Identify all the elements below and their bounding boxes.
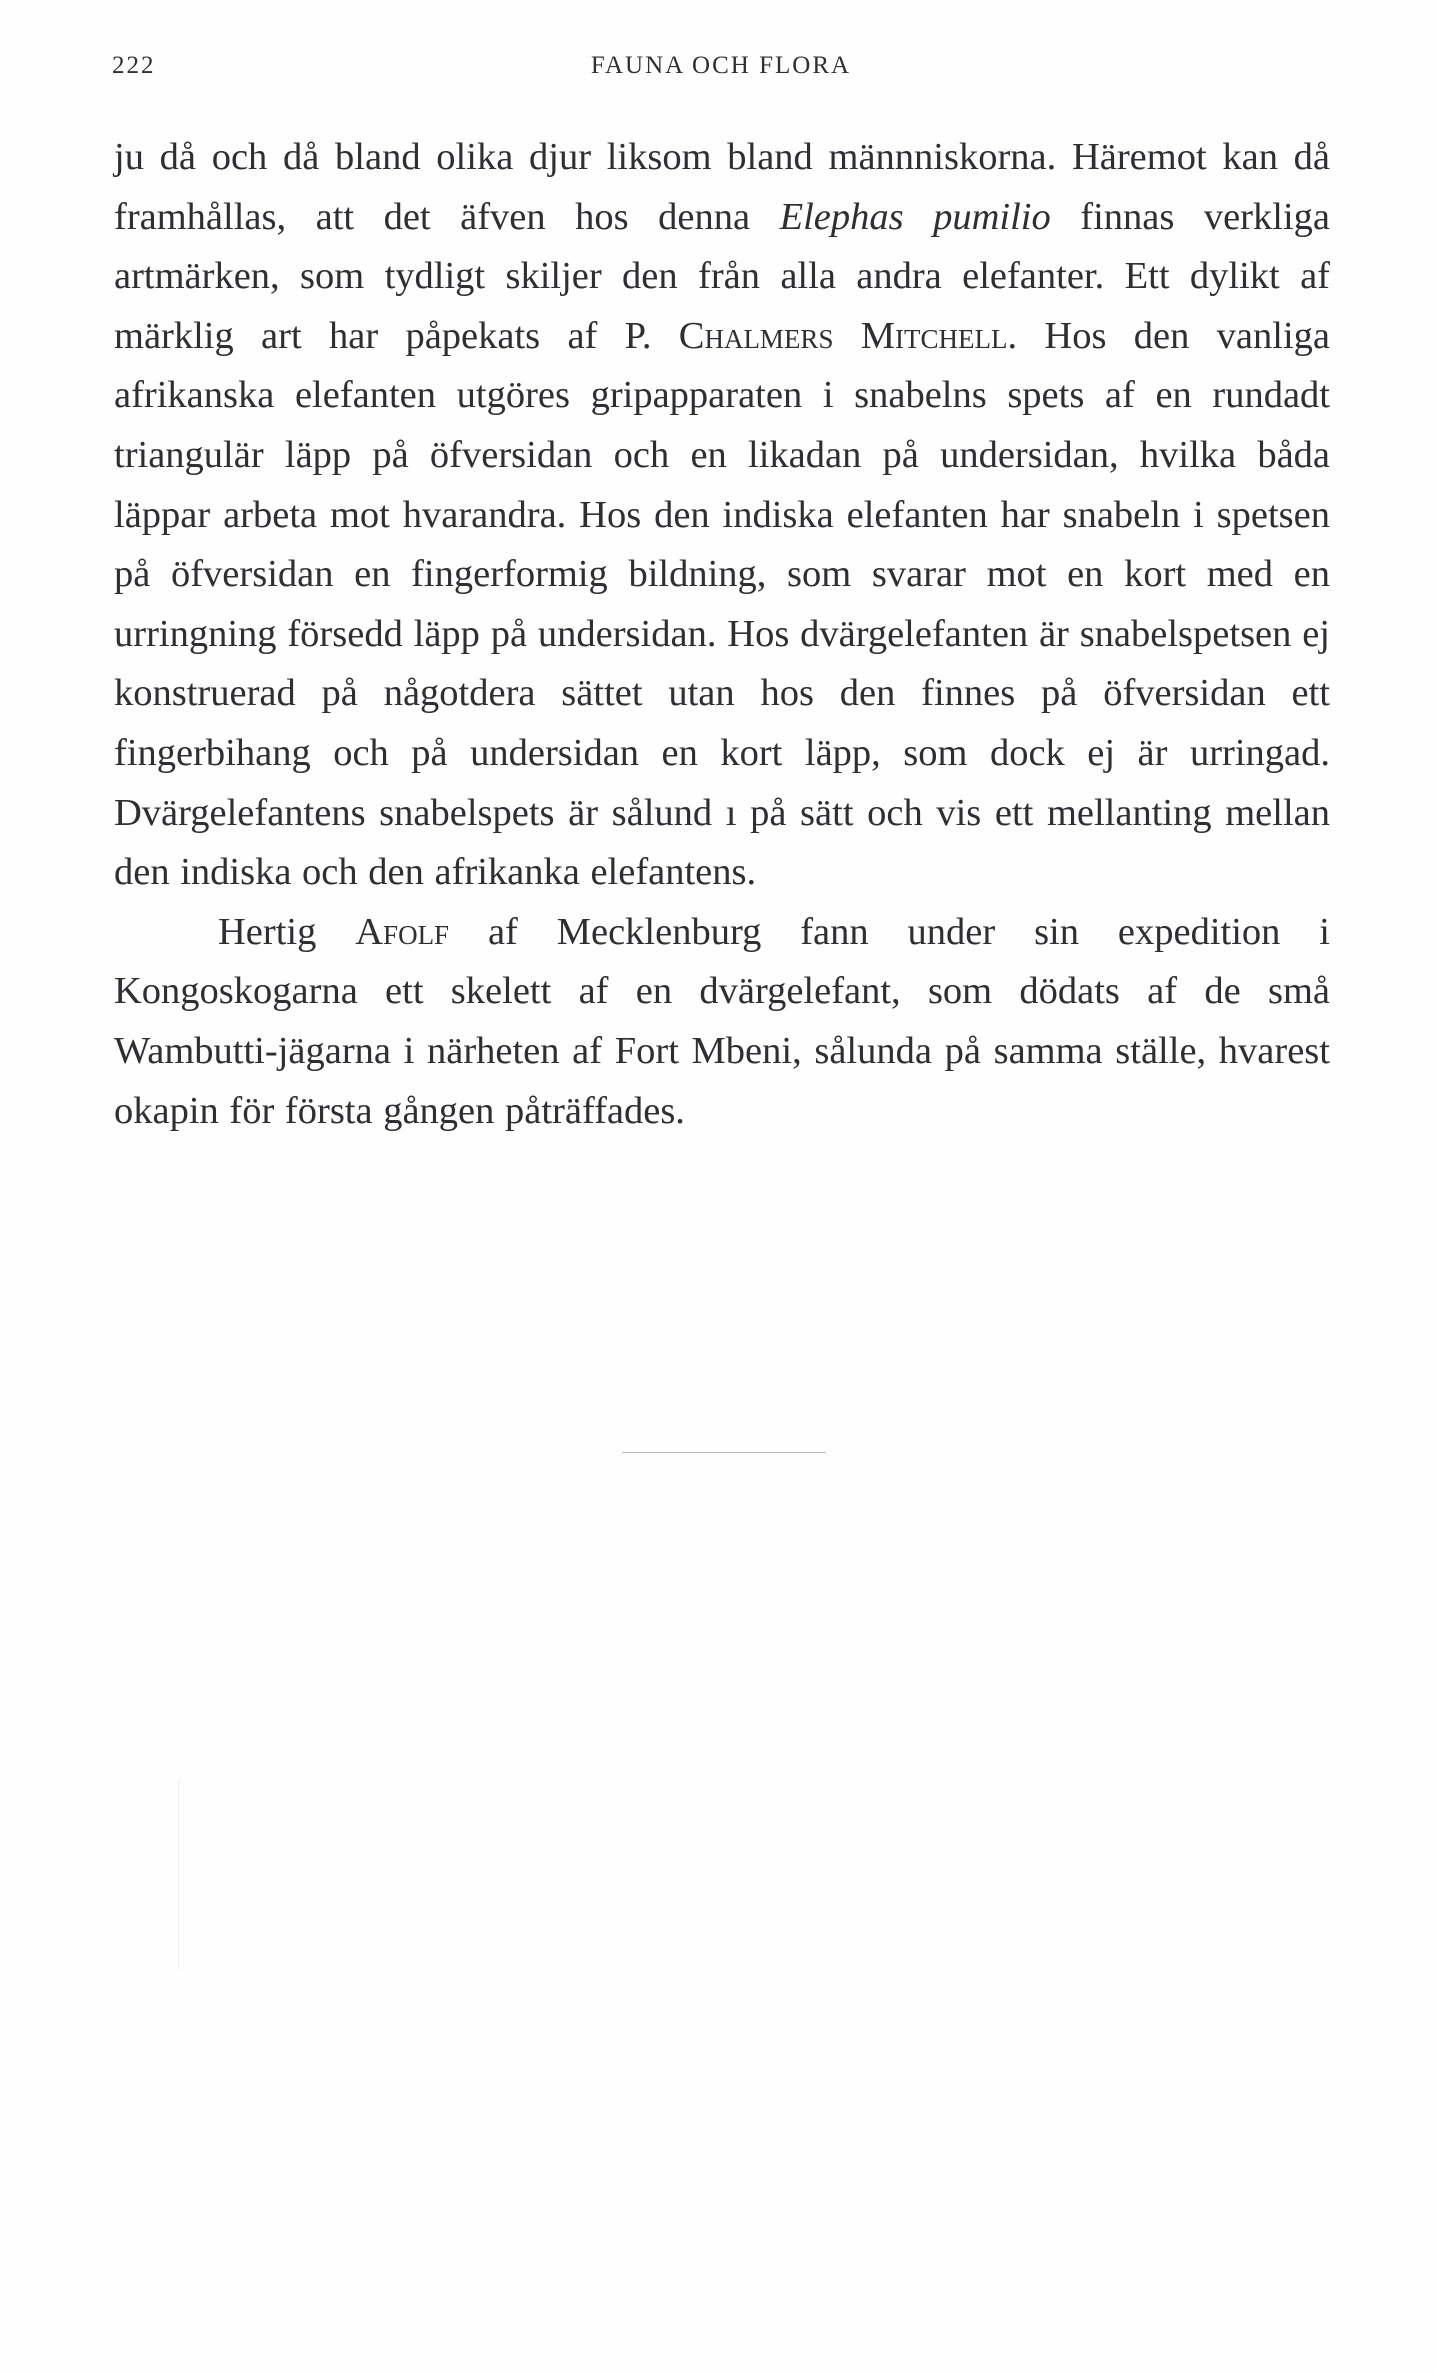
paragraph-2-text-b: af Mecklenburg fann under sin expedition i Kongoskogarna ett skelett af en dvärgelefant, som dödats af de små Wambutti-jägarna i närheten af Fort Mbeni, sålunda på samma ställe, hvarest okapin för första gången påträffades. bbox=[114, 910, 1330, 1132]
paragraph-2 bbox=[114, 903, 1330, 1141]
paragraph-1-text-a: ju då och då bland olika djur liksom bland männniskorna. Häremot kan då framhållas, att det äfven hos denna bbox=[114, 136, 1330, 238]
author-name: Chalmers Mitchell bbox=[678, 314, 1008, 357]
paragraph-1-text-b: finnas verkliga artmärken, som tydligt skiljer den från alla andra elefanter. Ett dylikt af märklig art har påpekats af P. bbox=[114, 195, 1330, 357]
paragraph-1 bbox=[114, 128, 1330, 903]
section-divider bbox=[622, 1452, 826, 1453]
running-head bbox=[112, 52, 1330, 88]
body-text bbox=[114, 128, 1330, 1141]
page-number: 222 bbox=[112, 52, 156, 79]
species-name: Elephas pumilio bbox=[779, 195, 1051, 238]
running-title: FAUNA OCH FLORA bbox=[590, 52, 852, 79]
faint-margin-line bbox=[178, 1780, 179, 1970]
paragraph-2-text-a: Hertig bbox=[218, 910, 356, 953]
paragraph-1-text-c: . Hos den vanliga afrikanska elefanten utgöres gripapparaten i snabelns spets af en rundadt triangulär läpp på öfversidan och en likadan på undersidan, hvilka båda läppar arbeta mot hvarandra. Hos den indiska elefanten har snabeln i spetsen på öfversidan en fingerformig bildning, som svarar mot en kort med en urringning försedd läpp på undersidan. Hos dvärgelefanten är snabelspetsen ej konstruerad på någotdera sättet utan hos den finnes på öfversidan ett fingerbihang och på undersidan en kort läpp, som dock ej är urringad. Dvärgelefantens snabelspets är sålund ı på sätt och vis ett mellanting mellan den indiska och den afrikanka elefantens. bbox=[114, 314, 1330, 894]
person-name: Afolf bbox=[355, 910, 450, 953]
